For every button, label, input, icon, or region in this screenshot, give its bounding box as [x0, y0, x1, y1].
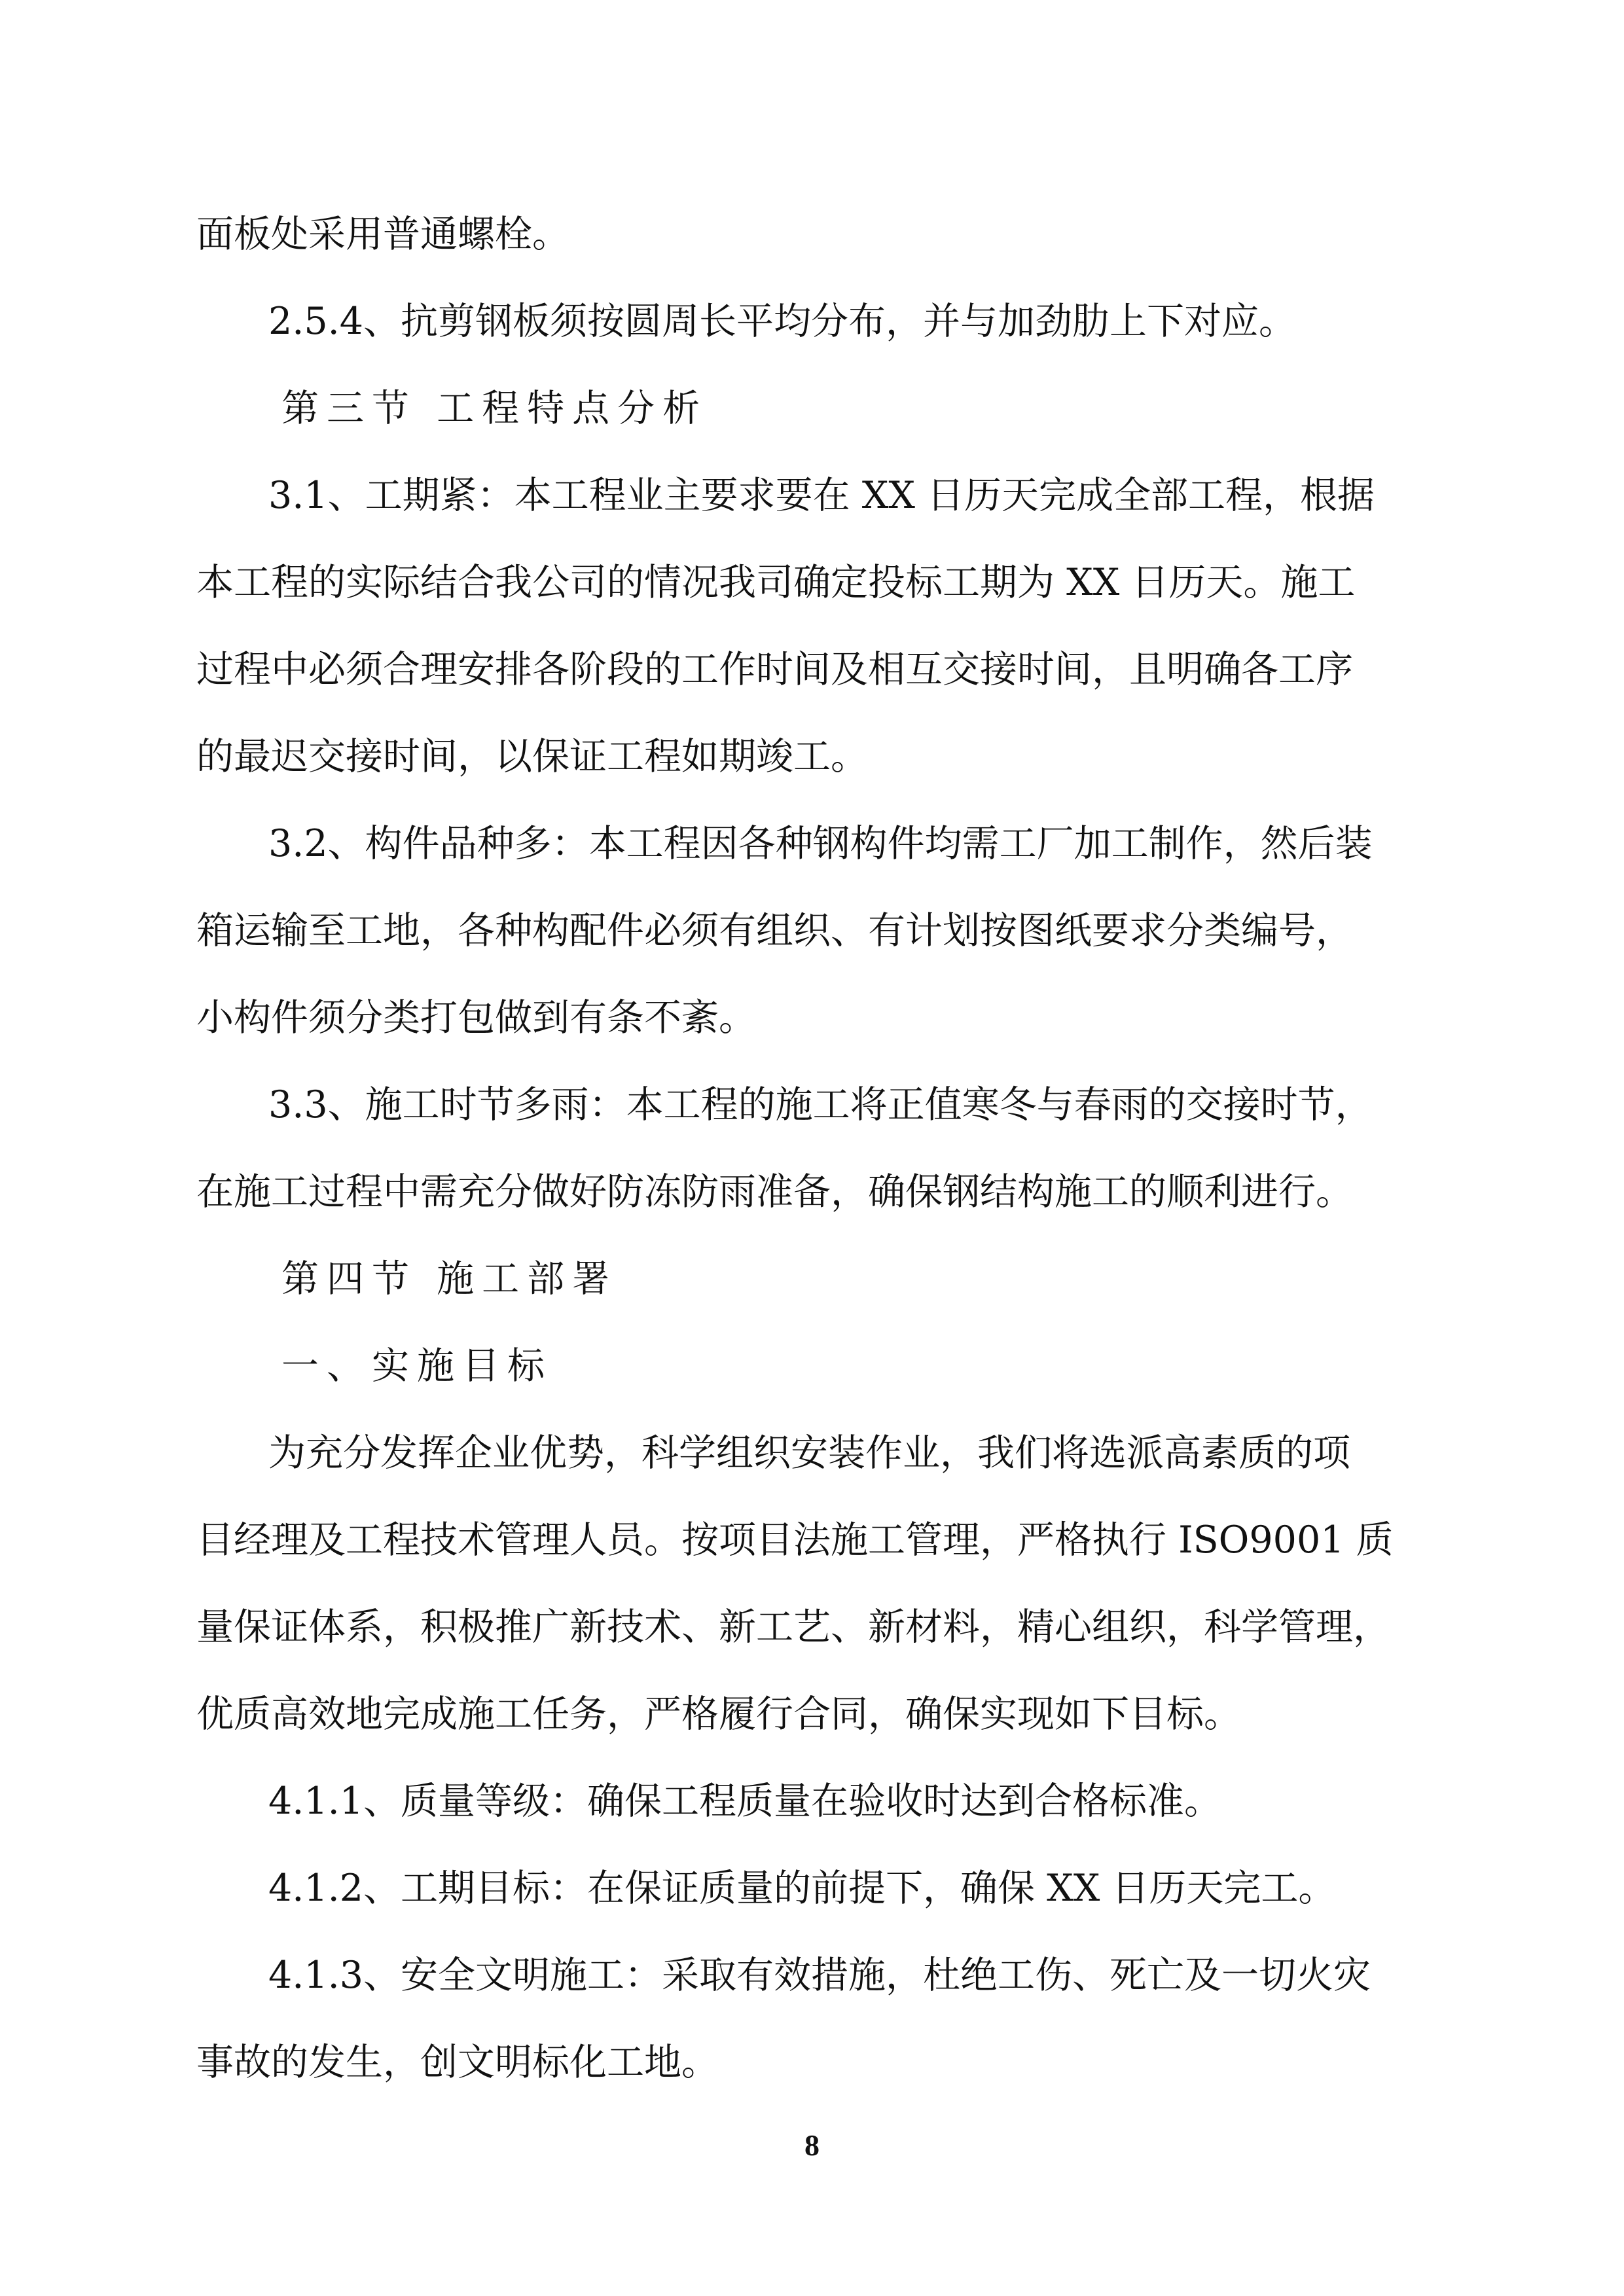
text-line: 量保证体系，积极推广新技术、新工艺、新材料，精心组织，科学管理， [196, 1605, 1390, 1649]
text-line: 为充分发挥企业优势，科学组织安装作业，我们将选派高素质的项 [268, 1431, 1350, 1475]
text-line: 4.1.1、质量等级：确保工程质量在验收时达到合格标准。 [268, 1780, 1222, 1823]
text-line: 优质高效地完成施工任务，严格履行合同，确保实现如下目标。 [196, 1693, 1241, 1736]
text-line: 4.1.3、安全文明施工：采取有效措施，杜绝工伤、死亡及一切火灾 [268, 1954, 1371, 1997]
section-heading: 第三节 工程特点分析 [281, 387, 708, 430]
text-line: 的最迟交接时间，以保证工程如期竣工。 [196, 735, 868, 778]
text-line: 在施工过程中需充分做好防冻防雨准备，确保钢结构施工的顺利进行。 [196, 1170, 1353, 1213]
text-line: 4.1.2、工期目标：在保证质量的前提下，确保 XX 日历天完工。 [268, 1867, 1336, 1910]
text-line: 小构件须分类打包做到有条不紊。 [196, 996, 756, 1039]
subsection-heading: 一、实施目标 [281, 1344, 552, 1388]
text-line: 3.3、施工时节多雨：本工程的施工将正值寒冬与春雨的交接时节， [268, 1083, 1373, 1126]
text-line: 2.5.4、抗剪钢板须按圆周长平均分布，并与加劲肋上下对应。 [268, 300, 1297, 343]
text-line: 箱运输至工地，各种构配件必须有组织、有计划按图纸要求分类编号， [196, 909, 1353, 952]
text-line: 过程中必须合理安排各阶段的工作时间及相互交接时间，且明确各工序 [196, 648, 1353, 691]
text-line: 目经理及工程技术管理人员。按项目法施工管理，严格执行 ISO9001 质 [196, 1518, 1394, 1562]
section-heading: 第四节 施工部署 [281, 1257, 618, 1300]
text-line: 本工程的实际结合我公司的情况我司确定投标工期为 XX 日历天。施工 [196, 561, 1356, 604]
text-line: 3.1、工期紧：本工程业主要求要在 XX 日历天完成全部工程，根据 [268, 474, 1375, 517]
page-number: 8 [804, 2128, 820, 2162]
text-line: 3.2、构件品种多：本工程因各种钢构件均需工厂加工制作，然后装 [268, 822, 1373, 865]
text-line: 事故的发生，创文明标化工地。 [196, 2041, 719, 2084]
text-line: 面板处采用普通螺栓。 [196, 213, 569, 256]
